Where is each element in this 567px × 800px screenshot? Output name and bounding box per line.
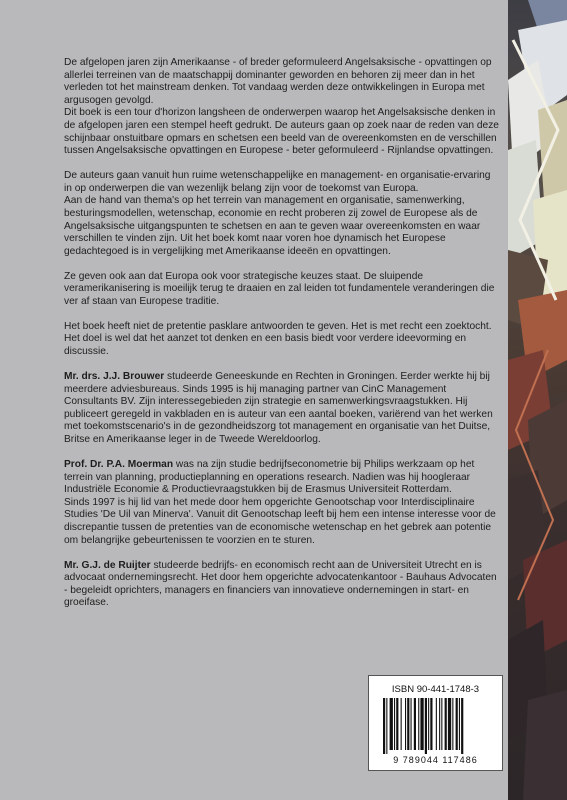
author-bio-text: studeerde bedrijfs- en economisch recht aan de Universiteit Utrecht en is advocaat ondernemingsrecht. Het door hem opgerichte advocatenkantoor - Bauhaus Advocaten - begeleidt oprichters, managers en financiers van innovatieve ondernemingen in start- en groeifase.: [64, 559, 497, 609]
blurb-paragraph-1: De afgelopen jaren zijn Amerikaanse - of breder geformuleerd Angelsaksische - opvattingen op allerlei terreinen van de maatschappij dominanter geworden en behoren zij meer dan in het verleden tot het mainstream denken. Tot vandaag werden deze ontwikkelingen in Europa met argusogen gevolgd.: [64, 57, 492, 106]
barcode-bar: [456, 698, 458, 750]
author-bio-text: studeerde Geneeskunde en Rechten in Groningen. Eerder werkte hij bij meerdere adviesbureaus. Sinds 1995 is hij managing partner van CinC Management Consultants BV. Zijn interessegebieden zijn strategie en samenwerkingsvraagstukken. Hij publiceert geregeld in vakbladen en is auteur van een aantal boeken, variërend van het werken met toekomstscenario's in de gezondheidszorg tot management en organisatie van het Duitse, Britse en Amerikaanse leger in de Tweede Wereldoorlog.: [64, 371, 493, 445]
author-bio-de-ruijter: [64, 560, 499, 610]
barcode-bar: [452, 698, 453, 750]
blurb-paragraph-6: Het boek heeft niet de pretentie pasklare antwoorden te geven. Het is met recht een zoektocht. Het doel is wel dat het aanzet tot denken en een basis biedt voor verdere ideevorming en discussie.: [64, 320, 492, 358]
barcode-bar: [439, 698, 440, 750]
barcode-bar: [394, 698, 395, 750]
abstract-artwork: [508, 0, 567, 800]
barcode-bar: [390, 698, 393, 750]
isbn-barcode: [368, 675, 503, 771]
blurb-paragraph-5: Ze geven ook aan dat Europa ook voor strategische keuzes staat. De sluipende veramerikanisering is moeilijk terug te draaien en zal leiden tot fundamentele veranderingen die ver af staan van Europese traditie.: [64, 270, 495, 307]
barcode-bar: [459, 698, 460, 750]
author-bio-text: was na zijn studie bedrijfseconometrie bij Philips werkzaam op het terrein van planning, productieplanning en operations research. Nadien was hij hoogleraar Industriële Economie & Productievraagstukken bij de Erasmus Universiteit Rotterdam.: [64, 458, 475, 496]
barcode-bar: [407, 698, 409, 750]
author-name: Mr. drs. J.J. Brouwer: [64, 371, 165, 383]
barcode-bar: [425, 698, 427, 754]
barcode-bar: [414, 698, 416, 750]
barcode-bar: [441, 698, 442, 750]
barcode-bar: [428, 698, 429, 750]
barcode-bar: [430, 698, 432, 750]
isbn-label: ISBN 90-441-1748-3: [391, 684, 480, 695]
barcode-digits: 9 789044 117486: [393, 755, 478, 765]
blurb-paragraph-2: Dit boek is een tour d'horizon langsheen de onderwerpen waarop het Angelsaksische denken in de afgelopen jaren een stempel heeft gedrukt. De auteurs gaan op zoek naar de reden van deze schijnbaar onstuitbare opmars en schetsen een beeld van de overeenkomsten en de verschillen tussen Angelsaksische opvattingen en Europese - beter geformuleerd - Rijnlandse opvattingen.: [64, 107, 499, 157]
blurb-paragraph-4: Aan de hand van thema's op het terrein van management en organisatie, samenwerking, besturingsmodellen, wetenschap, economie en recht proberen zij zowel de Europese als de Angelsaksische uitgangspunten te schetsen en aan te geven waar overeenkomsten en waar verschillen te vinden zijn. Uit het boek komt naar voren hoe dynamisch het Europese gedachtegoed is in vergelijking met Amerikaanse ideeën en opvattingen.: [64, 195, 481, 257]
back-cover-text: [64, 57, 499, 622]
barcode-bar: [436, 698, 437, 750]
barcode-bars: [383, 698, 490, 754]
author-name: Mr. G.J. de Ruijter: [64, 559, 151, 571]
barcode-bar: [411, 698, 412, 750]
blurb-paragraph-3: De auteurs gaan vanuit hun ruime wetenschappelijke en management- en organisatie-ervaring in op onderwerpen die van wezenlijk belang zijn voor de toekomst van Europa.: [64, 170, 491, 194]
author-bio-moerman-extra: Sinds 1997 is hij lid van het mede door hem opgerichte Genootschap voor Interdisciplinaire Studies 'De Uil van Minerva'. Vanuit dit Genootschap leeft bij hem een intense interesse voor de discrepantie tussen de pretenties van de economische wetenschap en het gebrek aan potentie om belangrijke gebeurtenissen te voorzien en te sturen.: [64, 496, 496, 546]
barcode-bar: [418, 698, 419, 750]
cover-artwork-strip: [508, 0, 567, 800]
barcode-bar: [420, 698, 423, 750]
author-name: Prof. Dr. P.A. Moerman: [64, 458, 174, 470]
author-bio-moerman: [64, 459, 499, 497]
author-bio-brouwer: [64, 371, 499, 447]
barcode-bar: [445, 698, 447, 750]
barcode-bar: [383, 698, 385, 754]
barcode-bar: [461, 698, 463, 754]
barcode-bar: [386, 698, 387, 754]
barcode-bar: [401, 698, 402, 750]
barcode-bar: [396, 698, 398, 750]
barcode-bar: [405, 698, 406, 750]
barcode-bar: [448, 698, 451, 750]
